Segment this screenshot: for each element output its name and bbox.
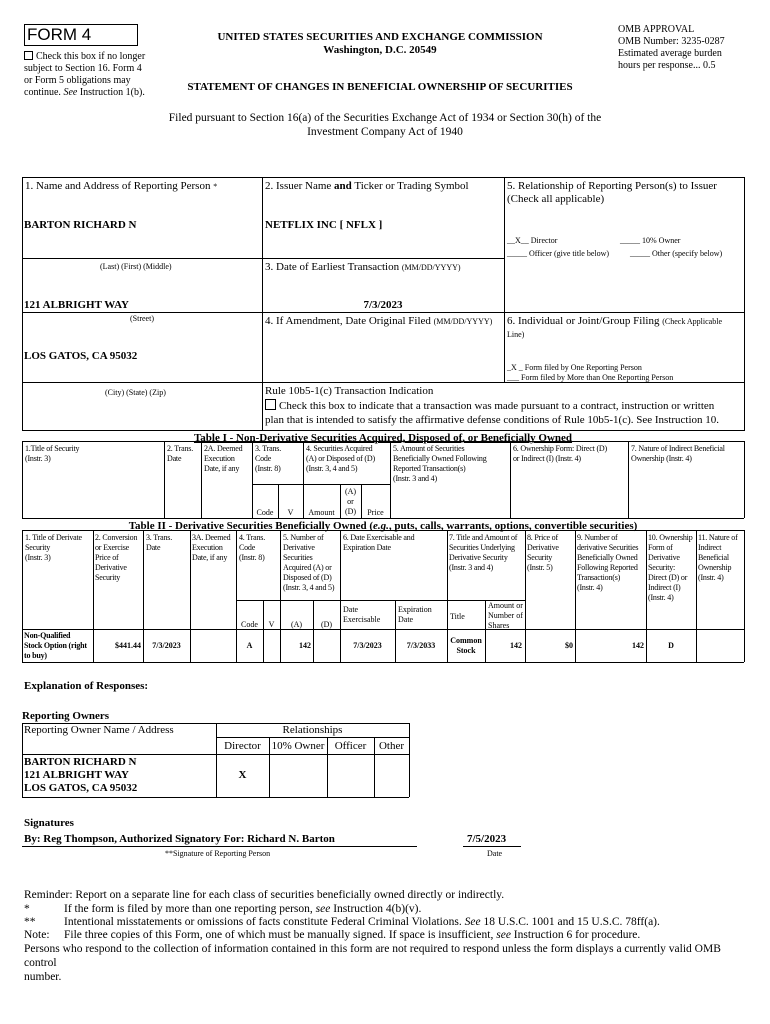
t2-col9-l5: Transaction(s) xyxy=(577,573,621,582)
amendment-label-fmt: (MM/DD/YYYY) xyxy=(433,317,493,326)
relationship-director: __X__ Director xyxy=(507,236,558,245)
issuer-label-and: and xyxy=(334,180,352,192)
t2-col11-l1: 11. Nature of xyxy=(698,533,738,542)
street-caption: (Street) xyxy=(130,314,154,323)
footer-note-a: File three copies of this Form, one of which must be manually signed. If space is insufficient, xyxy=(64,929,494,941)
t2-row-security xyxy=(24,631,87,661)
t1-col5 xyxy=(393,444,487,484)
reporting-person-label-marker: * xyxy=(213,182,218,191)
t2-col4-l2: Code xyxy=(239,543,256,552)
signature-caption: **Signature of Reporting Person xyxy=(165,849,271,858)
owners-col-director: Director xyxy=(224,740,261,752)
t2-row-expiration: 7/3/2033 xyxy=(406,641,436,650)
checkbox-line-4a: continue. xyxy=(24,87,61,98)
t2-row-security-1: Non-Qualified xyxy=(24,631,71,640)
t2-sub-amount-2: Number of xyxy=(488,611,523,620)
t2-row-security-3: to buy) xyxy=(24,651,47,660)
t2-col9-l3: Beneficially Owned xyxy=(577,553,638,562)
t2-col7-l2: Securities Underlying xyxy=(449,543,515,552)
footer-note: Note: xyxy=(24,929,50,941)
t2-col9-l2: derivative Securities xyxy=(577,543,639,552)
t1-col7-l1: 7. Nature of Indirect Beneficial xyxy=(631,444,725,453)
t2-col3a-l1: 3A. Deemed xyxy=(192,533,231,542)
agency-location: Washington, D.C. 20549 xyxy=(323,44,437,56)
t2-col2-l2: or Exercise xyxy=(95,543,130,552)
t2-col1-l2: Security xyxy=(25,543,51,552)
t2-col8-l1: 8. Price of xyxy=(527,533,558,542)
date-caption: Date xyxy=(487,849,503,858)
relationship-ten-pct: _____ 10% Owner xyxy=(620,236,681,245)
t1-col3-l2: Code xyxy=(255,454,272,463)
filing-label xyxy=(507,315,743,341)
t1-col4-l3: (Instr. 3, 4 and 5) xyxy=(306,464,358,473)
t2-row-code: A xyxy=(246,641,253,650)
footer-persons-1: Persons who respond to the collection of information contained in this form are not required to respond unless the form displays a currently valid OMB control xyxy=(24,943,721,969)
t2-col10 xyxy=(648,533,693,603)
footer-star1-text xyxy=(64,902,421,916)
t2-col2 xyxy=(95,533,137,583)
amendment-label xyxy=(265,315,492,328)
footer-star2-a: Intentional misstatements or omissions of facts constitute Federal Criminal Violations. xyxy=(64,916,462,928)
t1-col6 xyxy=(513,444,607,464)
t2-col11-l3: Beneficial xyxy=(698,553,729,562)
t2-col7-l3: Derivative Security xyxy=(449,553,508,562)
relationship-label xyxy=(507,180,742,206)
t2-col5 xyxy=(283,533,334,593)
t2-sub-date-ex-1: Date xyxy=(343,605,359,614)
owners-name-2: 121 ALBRIGHT WAY xyxy=(24,769,129,781)
t2-row-underlying-amount: 142 xyxy=(510,641,522,650)
t1-col1-l1: 1.Title of Security xyxy=(25,444,80,453)
t2-col10-l7: (Instr. 4) xyxy=(648,593,674,602)
t2-row-owned-following: 142 xyxy=(632,641,644,650)
t2-col2-l4: Derivative xyxy=(95,563,127,572)
t1-col2 xyxy=(167,444,193,464)
checkbox-line-4-see: See xyxy=(63,87,78,98)
filing-label-line: Line) xyxy=(507,330,525,339)
t2-col3a xyxy=(192,533,230,563)
t1-col2a-l2: Execution xyxy=(204,454,235,463)
t2-sub-exp xyxy=(398,605,432,625)
owners-name-3: LOS GATOS, CA 95032 xyxy=(24,782,138,794)
footer-star2-text xyxy=(64,915,660,929)
checkbox-line-3: or Form 5 obligations may xyxy=(24,75,131,86)
t2-col9-l4: Following Reported xyxy=(577,563,638,572)
t2-col2-l3: Price of xyxy=(95,553,119,562)
t2-sub-d: (D) xyxy=(320,620,333,629)
omb-line-1: OMB APPROVAL xyxy=(618,24,695,35)
t2-sub-exp-2: Date xyxy=(398,615,414,624)
t2-col7-l1: 7. Title and Amount of xyxy=(449,533,518,542)
t1-col3 xyxy=(255,444,281,474)
owners-row-name xyxy=(24,756,137,795)
footer-star2-see: See xyxy=(464,916,481,928)
t2-col3-l2: Date xyxy=(146,543,161,552)
t1-col7 xyxy=(631,444,725,464)
filed-line-1: Filed pursuant to Section 16(a) of the Securities Exchange Act of 1934 or Section 30(h) of the xyxy=(168,112,602,124)
t2-col8-l4: (Instr. 5) xyxy=(527,563,553,572)
t2-sub-title: Title xyxy=(450,612,465,621)
owners-name-1: BARTON RICHARD N xyxy=(24,756,137,768)
t2-sub-date-ex-2: Exercisable xyxy=(343,615,381,624)
t2-row-trans-date: 7/3/2023 xyxy=(152,641,181,650)
t2-sub-amount-1: Amount or xyxy=(488,601,523,610)
reporting-person-label-text: 1. Name and Address of Reporting Person xyxy=(25,180,211,192)
t1-col1 xyxy=(25,444,79,464)
t1-col3-l3: (Instr. 8) xyxy=(255,464,281,473)
t1-col2-l2: Date xyxy=(167,454,182,463)
rule-checkbox[interactable] xyxy=(265,399,276,410)
omb-line-3: Estimated average burden xyxy=(618,48,722,59)
checkbox-line-2: subject to Section 16. Form 4 xyxy=(24,63,142,74)
owners-col-other: Other xyxy=(378,740,405,752)
t2-col11 xyxy=(698,533,738,583)
footer-star1-b: Instruction 4(b)(v). xyxy=(333,903,422,915)
explanation-title: Explanation of Responses: xyxy=(24,680,149,692)
t1-col1-l2: (Instr. 3) xyxy=(25,454,51,463)
t2-row-underlying-title-2: Stock xyxy=(456,646,476,655)
t2-col11-l2: Indirect xyxy=(698,543,722,552)
t2-col10-l1: 10. Ownership xyxy=(648,533,693,542)
checkbox-line-4c: Instruction 1(b). xyxy=(79,87,145,98)
t1-col5-l2: Beneficially Owned Following xyxy=(393,454,487,463)
t2-col6-l2: Expiration Date xyxy=(343,543,391,552)
footer-star2-b: 18 U.S.C. 1001 and 15 U.S.C. 78ff(a). xyxy=(483,916,660,928)
relationship-label-2: (Check all applicable) xyxy=(507,193,605,205)
t1-col7-l2: Ownership (Instr. 4) xyxy=(631,454,692,463)
t2-col11-l4: Ownership xyxy=(698,563,732,572)
city-caption: (City) (State) (Zip) xyxy=(105,388,166,397)
rule-text xyxy=(265,399,743,427)
t2-col7-l4: (Instr. 3 and 4) xyxy=(449,563,493,572)
earliest-transaction-label xyxy=(265,261,461,274)
t2-col9 xyxy=(577,533,638,593)
earliest-label-text: 3. Date of Earliest Transaction xyxy=(265,261,400,273)
t2-col2-l1: 2. Conversion xyxy=(95,533,138,542)
footer-reminder: Reminder: Report on a separate line for each class of securities beneficially owned directly or indirectly. xyxy=(24,889,505,901)
reporting-person-name: BARTON RICHARD N xyxy=(24,219,137,231)
t2-col9-l1: 9. Number of xyxy=(577,533,618,542)
t2-sub-code: Code xyxy=(241,620,258,629)
footer-persons-2: number. xyxy=(24,971,62,983)
t2-row-conversion: $441.44 xyxy=(115,641,141,650)
filing-opt-2: ___ Form filed by More than One Reporting Person xyxy=(507,373,674,382)
table1-title: Table I - Non-Derivative Securities Acquired, Disposed of, or Beneficially Owned xyxy=(193,432,573,444)
owners-col-officer: Officer xyxy=(334,740,367,752)
earliest-transaction-date: 7/3/2023 xyxy=(363,299,403,311)
form-title: FORM 4 xyxy=(27,25,92,44)
t2-sub-amount-3: Shares xyxy=(488,621,510,630)
name-caption: (Last) (First) (Middle) xyxy=(100,262,172,271)
footer-star1-see: see xyxy=(315,903,331,915)
t2-title-a: Table II - Derivative Securities Beneficially Owned ( xyxy=(128,520,374,532)
t2-col8 xyxy=(527,533,559,573)
issuer-name-value: NETFLIX INC [ NFLX ] xyxy=(265,219,383,231)
footer-note-text xyxy=(64,928,640,942)
signature-date: 7/5/2023 xyxy=(467,833,507,845)
t1-col2a-l3: Date, if any xyxy=(204,464,240,473)
omb-line-4: hours per response... 0.5 xyxy=(618,60,716,71)
table2-title xyxy=(22,520,744,533)
section16-checkbox-text xyxy=(24,51,174,99)
t2-col3a-l2: Execution xyxy=(192,543,223,552)
t2-col3 xyxy=(146,533,172,553)
t2-sub-date-ex xyxy=(343,605,380,625)
t1-sub-amount: Amount xyxy=(308,508,335,517)
t2-sub-amount xyxy=(488,601,523,631)
owners-col-ten-pct: 10% Owner xyxy=(271,740,325,752)
t2-col4-l1: 4. Trans. xyxy=(239,533,265,542)
footer-persons xyxy=(24,942,750,984)
t2-col5-l3: Securities xyxy=(283,553,313,562)
owners-relationships: Relationships xyxy=(282,724,343,736)
t2-col5-l6: (Instr. 3, 4 and 5) xyxy=(283,583,335,592)
t1-col4 xyxy=(306,444,375,474)
t1-sub-v: V xyxy=(287,508,294,517)
t2-col10-l5: Direct (D) or xyxy=(648,573,688,582)
filed-line-2: Investment Company Act of 1940 xyxy=(307,126,463,138)
issuer-label-a: 2. Issuer Name xyxy=(265,180,332,192)
owners-col-name: Reporting Owner Name / Address xyxy=(24,724,174,736)
rule-text-2: plan that is intended to satisfy the affirmative defense conditions of Rule 10b5-1(c). See Instruction 10. xyxy=(265,414,720,426)
filing-label-text: 6. Individual or Joint/Group Filing xyxy=(507,315,660,327)
issuer-label-b: Ticker or Trading Symbol xyxy=(354,180,469,192)
t1-col2a xyxy=(204,444,242,474)
t2-col7 xyxy=(449,533,517,573)
t2-col1-l1: 1. Title of Derivate xyxy=(25,533,82,542)
amendment-label-text: 4. If Amendment, Date Original Filed xyxy=(265,315,431,327)
relationship-other: _____ Other (specify below) xyxy=(630,249,723,258)
t2-sub-v: V xyxy=(268,620,275,629)
filing-opt-1: _X _ Form filed by One Reporting Person xyxy=(507,363,642,372)
t2-col5-l1: 5. Number of xyxy=(283,533,324,542)
t2-col10-l4: Security: xyxy=(648,563,676,572)
t1-sub-aord-2: or xyxy=(347,497,354,506)
t1-col2-l1: 2. Trans. xyxy=(167,444,193,453)
reporting-person-street: 121 ALBRIGHT WAY xyxy=(24,299,129,311)
t1-sub-price: Price xyxy=(367,508,384,517)
footer-star1-a: If the form is filed by more than one reporting person, xyxy=(64,903,313,915)
rule-title: Rule 10b5-1(c) Transaction Indication xyxy=(265,385,434,397)
t2-row-price: $0 xyxy=(565,641,573,650)
t1-col5-l3: Reported Transaction(s) xyxy=(393,464,466,473)
t2-title-b: , puts, calls, warrants, options, convertible securities) xyxy=(388,520,638,532)
t1-col2a-l1: 2A. Deemed xyxy=(204,444,243,453)
t2-col10-l3: Derivative xyxy=(648,553,680,562)
rule-text-1: Check this box to indicate that a transaction was made pursuant to a contract, instruction or written xyxy=(279,400,715,412)
t1-col6-l2: or Indirect (I) (Instr. 4) xyxy=(513,454,581,463)
t2-col8-l2: Derivative xyxy=(527,543,559,552)
t2-col11-l5: (Instr. 4) xyxy=(698,573,724,582)
t2-col1-l3: (Instr. 3) xyxy=(25,553,51,562)
agency-name: UNITED STATES SECURITIES AND EXCHANGE COMMISSION xyxy=(217,31,543,43)
t2-row-underlying-title xyxy=(447,636,485,656)
t2-col9-l6: (Instr. 4) xyxy=(577,583,603,592)
t1-col4-l1: 4. Securities Acquired xyxy=(306,444,373,453)
t2-col1 xyxy=(25,533,82,563)
signature-by: By: Reg Thompson, Authorized Signatory For: Richard N. Barton xyxy=(24,833,335,845)
footer-note-b: Instruction 6 for procedure. xyxy=(513,929,641,941)
t2-row-ownership-form: D xyxy=(668,641,674,650)
t2-row-security-2: Stock Option (right xyxy=(24,641,87,650)
owners-title: Reporting Owners xyxy=(22,710,110,722)
t1-col4-l2: (A) or Disposed of (D) xyxy=(306,454,375,463)
reporting-person-city: LOS GATOS, CA 95032 xyxy=(24,350,138,362)
t2-col6 xyxy=(343,533,414,553)
filed-pursuant xyxy=(100,111,670,139)
relationship-officer: _____ Officer (give title below) xyxy=(507,249,610,258)
t1-col5-l4: (Instr. 3 and 4) xyxy=(393,474,437,483)
t2-col4 xyxy=(239,533,265,563)
t2-sub-a: (A) xyxy=(290,620,303,629)
t2-col5-l5: Disposed of (D) xyxy=(283,573,332,582)
issuer-name-label xyxy=(265,180,469,193)
footer-star1: * xyxy=(24,903,30,915)
t1-sub-aord xyxy=(340,487,361,517)
t2-col8-l3: Security xyxy=(527,553,553,562)
t2-col2-l5: Security xyxy=(95,573,121,582)
t2-col6-l1: 6. Date Exercisable and xyxy=(343,533,415,542)
t2-row-underlying-title-1: Common xyxy=(450,636,482,645)
t2-sub-exp-1: Expiration xyxy=(398,605,432,614)
section16-checkbox[interactable] xyxy=(24,51,33,60)
earliest-label-fmt: (MM/DD/YYYY) xyxy=(401,263,461,272)
omb-approval xyxy=(618,24,768,72)
t2-row-date-exercisable: 7/3/2023 xyxy=(353,641,382,650)
signatures-title: Signatures xyxy=(24,817,74,829)
t2-col3-l1: 3. Trans. xyxy=(146,533,172,542)
omb-line-2: OMB Number: 3235-0287 xyxy=(618,36,725,47)
t1-sub-code: Code xyxy=(256,508,274,517)
checkbox-line-1: Check this box if no longer xyxy=(36,51,146,62)
t2-col3a-l3: Date, if any xyxy=(192,553,228,562)
t2-col10-l6: Indirect (I) xyxy=(648,583,681,592)
relationship-label-1: 5. Relationship of Reporting Person(s) to Issuer xyxy=(507,180,717,192)
t1-sub-aord-1: (A) xyxy=(344,487,357,496)
footer-star2: ** xyxy=(24,916,36,928)
reporting-person-label xyxy=(25,180,217,193)
t2-col5-l4: Acquired (A) or xyxy=(283,563,332,572)
filing-label-note: (Check Applicable xyxy=(662,317,722,326)
t1-col5-l1: 5. Amount of Securities xyxy=(393,444,465,453)
t1-col6-l1: 6. Ownership Form: Direct (D) xyxy=(513,444,607,453)
t1-col3-l1: 3. Trans. xyxy=(255,444,281,453)
t2-col10-l2: Form of xyxy=(648,543,673,552)
t2-title-eg: e.g. xyxy=(373,520,389,532)
statement-title: STATEMENT OF CHANGES IN BENEFICIAL OWNERSHIP OF SECURITIES xyxy=(187,81,573,93)
footer-note-see: see xyxy=(496,929,511,941)
t2-row-acquired: 142 xyxy=(299,641,311,650)
owners-director-mark: X xyxy=(238,769,247,781)
t1-sub-aord-3: (D) xyxy=(344,507,357,516)
t2-col5-l2: Derivative xyxy=(283,543,315,552)
t2-col4-l3: (Instr. 8) xyxy=(239,553,265,562)
